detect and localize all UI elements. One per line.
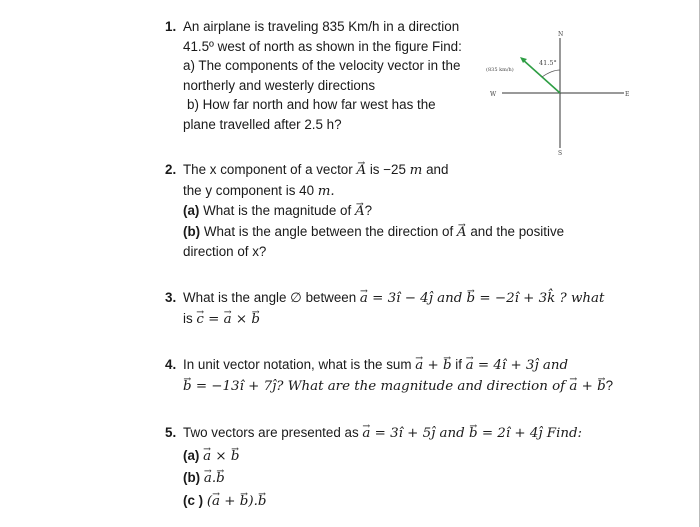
- vector-symbol: → b: [597, 377, 606, 397]
- operator: ×: [211, 448, 231, 464]
- vector-symbol: → a: [360, 289, 368, 309]
- problem-5-part-a: [183, 446, 582, 467]
- west-label: W: [490, 91, 497, 98]
- text: What is the angle ∅ between: [183, 290, 360, 305]
- operator: +: [220, 493, 240, 509]
- vector-symbol: → b: [251, 310, 260, 330]
- operator: +: [423, 358, 443, 373]
- angle-label: 41.5°: [539, 59, 557, 67]
- problem-2-line-5: direction of x?: [183, 244, 267, 259]
- text: and: [422, 162, 449, 177]
- compass-diagram: [482, 30, 632, 160]
- equation: =: [203, 311, 224, 327]
- vector-symbol: → b: [469, 424, 478, 444]
- vector-symbol: → b: [231, 447, 240, 467]
- text: and the positive: [466, 223, 565, 239]
- equation: = −13î + 7ĵ? What are the magnitude and direction of: [191, 378, 570, 394]
- vector-symbol: → A: [355, 202, 365, 222]
- angle-arc: [542, 70, 560, 77]
- part-label: (b): [183, 223, 201, 239]
- problem-number: 1.: [165, 19, 177, 34]
- south-label: S: [558, 150, 563, 157]
- vector-symbol: → b: [258, 492, 267, 512]
- problem-2-part-b: [183, 222, 564, 243]
- equation: = 3î + 5ĵ and: [370, 426, 469, 441]
- text: Two vectors are presented as: [183, 425, 363, 440]
- problem-1-line-2: 41.5º west of north as shown in the figure Find:: [183, 38, 462, 54]
- operator: ×: [231, 311, 252, 327]
- text: The x component of a vector: [183, 162, 357, 177]
- paren: (: [206, 493, 213, 509]
- problem-1-line-4: northerly and westerly directions: [183, 77, 376, 93]
- problem-5-part-c: [183, 491, 582, 512]
- vector-symbol: → b: [443, 356, 452, 376]
- problem-2-part-a: [183, 201, 564, 222]
- part-label: (a): [183, 203, 200, 218]
- problem-2: [165, 160, 565, 262]
- text: is −25: [366, 162, 410, 177]
- problem-number: 5.: [165, 425, 177, 440]
- problem-1-line-5: b) How far north and how far west has the: [187, 97, 436, 112]
- unit: m: [409, 163, 423, 178]
- problem-2-line-1: [183, 160, 564, 181]
- equation: = 3î − 4ĵ and: [367, 291, 467, 306]
- vector-symbol: → a: [466, 356, 474, 376]
- vector-symbol: → A: [356, 161, 366, 181]
- text: ?: [364, 203, 373, 218]
- operator: +: [577, 378, 598, 394]
- operator: .: [211, 471, 217, 486]
- vector-symbol: → b: [216, 469, 225, 489]
- east-label: E: [625, 91, 630, 98]
- problem-2-line-2: [183, 181, 564, 202]
- problem-1-line-1: An airplane is traveling 835 Km/h in a direction: [183, 19, 460, 34]
- problem-number: 2.: [165, 162, 177, 177]
- text: In unit vector notation, what is the sum: [183, 357, 416, 372]
- part-label: (a): [183, 447, 204, 463]
- north-label: N: [558, 31, 564, 38]
- problem-3: [165, 288, 605, 329]
- text: ?: [605, 377, 614, 393]
- vector-symbol: → a: [224, 310, 232, 330]
- vector-symbol: → a: [362, 424, 370, 444]
- part-label: (c ): [183, 492, 207, 508]
- problem-3-line-1: [183, 288, 604, 309]
- problem-5-line-1: [183, 423, 582, 444]
- text: What is the magnitude of: [199, 203, 355, 218]
- problem-3-line-2: [183, 309, 604, 330]
- unit: m.: [317, 183, 335, 199]
- vector-symbol: → a: [569, 377, 577, 397]
- paren: ).: [248, 493, 258, 509]
- vector-symbol: → a: [415, 356, 423, 376]
- vector-symbol: → b: [240, 492, 249, 512]
- problem-4-line-1: [183, 355, 613, 376]
- vector-symbol: → a: [212, 492, 220, 512]
- text: if: [451, 357, 466, 372]
- vector-symbol: → b: [467, 289, 476, 309]
- equation: = −2î + 3k̂ ? what: [475, 291, 605, 306]
- vector-symbol: → A: [457, 223, 467, 243]
- part-label: (b): [183, 470, 204, 485]
- compass-figure: [482, 30, 632, 160]
- problem-number: 3.: [165, 290, 177, 305]
- vector-symbol: → a: [204, 469, 212, 489]
- equation: = 4î + 3ĵ and: [473, 358, 569, 373]
- vector-symbol: → a: [203, 447, 211, 467]
- problem-1-line-3: a) The components of the velocity vector in the: [183, 58, 461, 73]
- text: What is the angle between the direction of: [200, 223, 457, 239]
- problem-number: 4.: [165, 357, 177, 372]
- text: the y component is 40: [183, 182, 318, 198]
- problem-1-line-6: plane travelled after 2.5 h?: [183, 116, 342, 132]
- problem-4-line-2: [183, 376, 613, 397]
- text: is: [183, 310, 197, 326]
- problem-4: [165, 355, 614, 396]
- equation: = 2î + 4ĵ Find:: [477, 426, 583, 441]
- speed-label: (835 km/h): [486, 67, 514, 73]
- vector-symbol: → b: [183, 377, 192, 397]
- vector-symbol: → c: [196, 310, 204, 330]
- problem-1: [165, 17, 462, 134]
- problem-5: [165, 423, 583, 511]
